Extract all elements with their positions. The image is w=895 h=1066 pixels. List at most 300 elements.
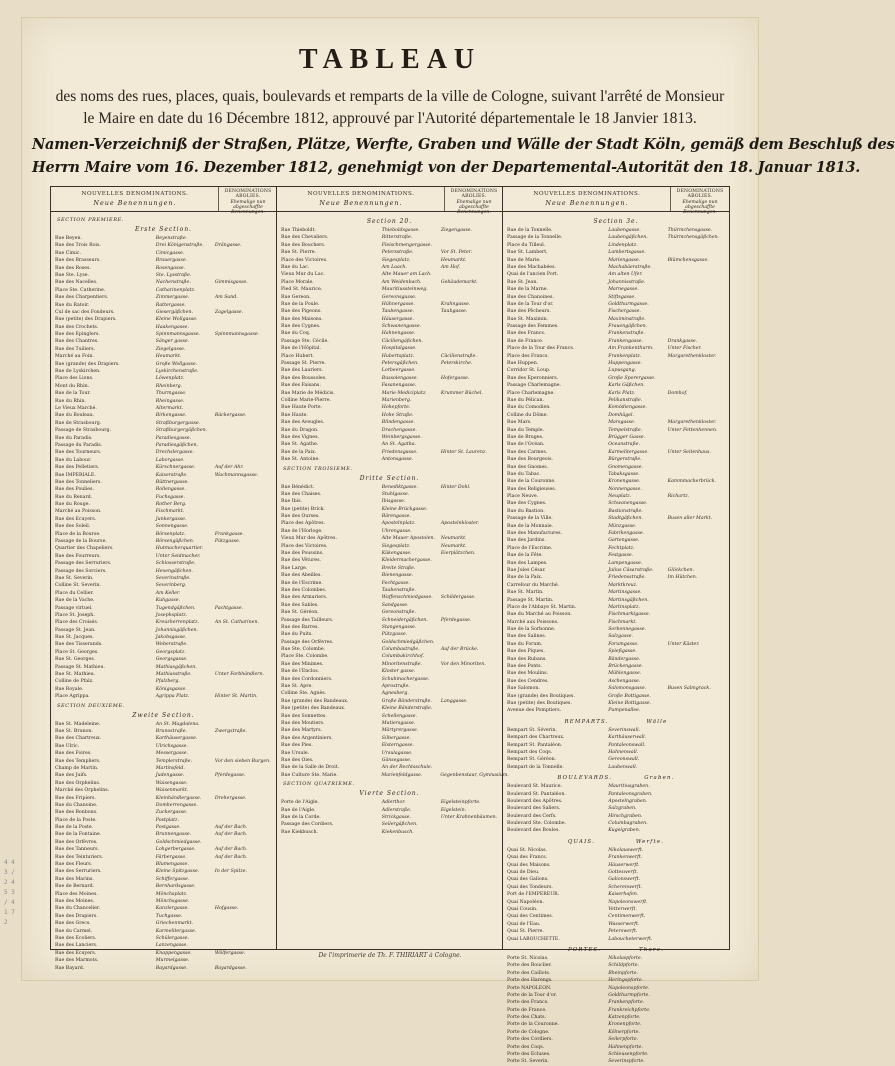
german-name: Beyenstraße. [155,236,188,241]
french-name: Quai des Francs. [507,855,548,861]
german-name: Börsenplatz. [155,531,186,537]
french-name: Porte de France. [507,1007,547,1013]
abolished-name: Frankgasse. [214,531,244,537]
abolished-name [441,713,500,720]
table-row [279,316,500,323]
french-name: Rue des Roses. [55,265,91,271]
table-row [53,678,274,685]
abolished-name [215,765,274,772]
french-name: Rue des Moulins. [507,671,549,677]
table-row [53,664,274,671]
french-name: Rue Huppen. [507,361,539,367]
header-abolished-names-1: DENOMINATIONS ABOLIES. Ehemalige nun abgeschaffte Benennungen. [219,187,277,212]
table-row [53,442,274,449]
french-name: Porte St. Nicolas. [507,955,549,961]
french-name: Rue des Orfèvres. [55,839,98,845]
german-name: Stuhlgasse. [381,491,410,497]
german-name: Judengasse. [155,773,185,779]
table-row [279,821,500,828]
abolished-name [215,368,274,375]
french-name: Rue de Marie. [507,257,541,263]
french-name: Rue des Pelletiers. [55,465,100,471]
abolished-name [215,486,274,493]
table-row [505,992,727,999]
french-name: Rue St. Jean. [507,279,538,285]
table-row [505,227,727,234]
subtitle-french-line-2: le Maire en date du 16 Décembre 1812, approuvé par l'Autorité départementale le 18 Janvier 1813. [83,110,697,127]
french-name: Passage virtuel. [55,605,93,611]
german-name: Büttnergasse. [155,479,189,485]
french-name: Rue des Ecuyers. [55,516,97,522]
french-name: Passage des Orfèvres. [281,639,334,645]
german-name: Fischergasse. [608,309,641,315]
german-name: Kugelgraben. [608,828,641,834]
french-name: Rue du Labour. [55,457,92,463]
french-name: Rue St. Georges. [55,657,96,663]
table-row [53,272,274,279]
german-name: Forumgasse. [608,641,639,647]
table-row [279,587,500,594]
german-name: Schiffergasse. [155,876,190,882]
table-row [279,676,500,683]
french-name: Rue de l'Escrime. [281,580,323,586]
german-name: Aprostraße. [381,684,410,690]
table-row [53,575,274,582]
table-row [53,649,274,656]
french-name: Mont du Rhin. [55,383,90,389]
table-row [505,404,727,411]
french-name: Rue de Lyskirchen. [55,369,101,375]
handwritten-margin-note: 4 43 / 2 4 5 3 / 4 1 7 2 [4,859,15,926]
table-row [505,648,727,655]
abolished-name [215,641,274,648]
german-name: Karmelitergasse. [608,449,649,455]
table-row [505,906,727,913]
german-name: Pantaleonsgraben. [608,791,653,797]
french-name: Place Charlemagne. [507,390,555,396]
table-row [279,602,500,609]
german-name: Rheinpforte. [608,970,638,976]
french-name: Quai de Dieu. [507,870,540,876]
french-name: Rue Bayard. [55,965,85,971]
abolished-name [668,783,727,790]
german-name: Katzenpforte. [608,1015,641,1021]
french-name: Quai des Galions. [507,877,549,883]
french-name: Rue de l'Enclos. [281,669,320,675]
german-name: Frankreichpforte. [608,1007,651,1013]
abolished-name: Busen Salmgrack. [667,686,711,692]
german-name: Napoleonspforte. [608,985,650,991]
table-row [505,530,727,537]
abolished-name [215,316,274,323]
table-row [505,693,727,700]
section-2-rows [53,721,274,972]
french-name: Rue des Rubans. [507,656,547,662]
german-name: Gereonstraße. [381,610,416,616]
german-name: Weinbergsgasse. [381,434,422,440]
table-row [279,513,500,520]
german-name: Kükengasse. [381,551,412,557]
french-name: Rue Salomon. [507,686,540,692]
table-row [53,545,274,552]
abolished-name [441,690,500,697]
table-row [53,420,274,427]
german-name: Fischmarktgasse. [608,612,651,618]
german-name: Schneidergäßchen. [381,617,428,623]
german-name: Schellengasse. [381,713,418,719]
abolished-name [668,999,727,1006]
german-name: Rollengasse. [155,487,186,493]
abolished-name [668,279,727,286]
french-name: Rue des Epinglers. [55,332,100,338]
abolished-name [215,516,274,523]
abolished-name [215,508,274,515]
french-name: Rue des Armuriers. [281,595,328,601]
section-4-rows [279,799,500,836]
table-row [505,500,727,507]
german-name: Postplatz. [155,817,179,823]
abolished-name [215,346,274,353]
french-name: Rue du Rhin. [55,398,86,404]
french-name: Porte des Chats. [507,1015,547,1021]
german-name: Adlerthor. [381,800,406,806]
german-name: Schwanengasse. [608,501,648,507]
french-name: Quai des Centimes. [507,914,554,920]
french-name: Rue des Colombes. [281,587,327,593]
abolished-name [668,404,727,411]
table-row [505,663,727,670]
french-name: Rue des Cygnes. [507,501,547,507]
german-name: Kloster gasse. [381,669,416,675]
abolished-name [441,676,500,683]
header-abolished-names-3: DENOMINATIONS ABOLIES. Ehemalige nun abgeschaffte Benennungen. [671,187,729,212]
french-name: Rue (grande) des Drapiers. [55,361,120,367]
german-name: Münzgasse. [608,523,637,529]
abolished-name [215,612,274,619]
table-row [53,383,274,390]
abolished-name [441,316,500,323]
abolished-name [215,375,274,382]
german-name: Gereonswall. [608,757,640,763]
german-name: Schülergasse. [155,935,190,941]
table-row [505,316,727,323]
abolished-name [215,634,274,641]
french-name: Rue des Fourreurs. [55,553,101,559]
table-row [53,743,274,750]
french-name: Rue des Chevaliers. [281,235,329,241]
german-name: Adlerstraße. [381,807,412,813]
french-name: Rue St. Madeleine. [55,721,101,727]
abolished-name [215,575,274,582]
german-name: Kaiserhafen. [608,892,639,898]
german-name: Festgasse. [608,553,634,559]
table-row [505,891,727,898]
french-name: Pied St. Maurice. [281,287,323,293]
french-name: Rue St. Géréon. [281,610,319,616]
table-row [505,862,727,869]
table-row [279,528,500,535]
abolished-name: Im Hütchen. [667,575,698,581]
german-name: Gartengasse. [608,538,640,544]
table-row [505,1021,727,1028]
table-row [53,686,274,693]
table-row [505,685,727,692]
french-name: Passage Charlemagne. [507,383,562,389]
table-row [53,390,274,397]
german-name: Johannisstraße. [608,279,646,285]
abolished-name [668,560,727,567]
header-new-names-3: NOUVELLES DENOMINATIONS. Neue Benennungen. [503,187,671,212]
french-name: Rue des Vignes. [281,434,319,440]
french-name: Quai de l'Eau. [507,921,541,927]
abolished-name [668,412,727,419]
german-name: Minoritenstraße. [381,661,423,667]
table-row [279,382,500,389]
table-row [279,286,500,293]
german-name: Sandgasse. [381,602,409,608]
table-row [505,854,727,861]
table-row [53,361,274,368]
german-name: Häusergasse. [381,316,414,322]
french-name: Rue de la Monnaie. [507,523,554,529]
table-row [505,611,727,618]
french-name: Rue Haute Porte. [281,405,323,411]
french-name: Rue des Minimes. [281,661,324,667]
abolished-name [668,985,727,992]
table-row [505,633,727,640]
table-row [505,412,727,419]
french-name: Rue Ulric. [55,743,80,749]
table-row [53,405,274,412]
abolished-name [441,513,500,520]
table-row [53,861,274,868]
table-row [53,619,274,626]
abolished-name [668,805,727,812]
abolished-name [668,678,727,685]
table-row [53,316,274,323]
german-name: Am alten Ufer. [608,272,643,278]
abolished-name: Pachtgasse. [214,605,244,611]
french-name: Rue Mars. [507,420,532,426]
french-name: Quai des Maisons. [507,862,551,868]
german-name: Kleinhändlergasse. [155,795,202,801]
table-row [279,456,500,463]
french-name: Boulevard St. Maurice. [507,784,563,790]
german-name: Schuhmachergasse. [381,676,430,682]
abolished-name [215,935,274,942]
abolished-name [668,820,727,827]
german-name: Hahnengasse. [381,331,416,337]
table-row [53,780,274,787]
german-name: Laubenwall. [608,764,638,770]
french-name: Rue des Orphelins. [55,780,101,786]
german-name: Bayardgasse. [155,965,188,971]
table-row [505,928,727,935]
french-name: Place des Moines. [55,891,98,897]
french-name: Rue Kiekbusch. [281,829,318,835]
abolished-name: Unter Krahnenbäumen. [440,814,498,820]
abolished-name [441,720,500,727]
french-name: Porte NAPOLEON. [507,985,552,991]
french-name: Porte des Francs. [507,1000,549,1006]
french-name: Rue Culture Ste. Marie. [281,772,338,778]
french-name: Place des Victoires. [281,543,328,549]
french-name: Rue des Poulies. [55,487,94,493]
table-row [505,847,727,854]
table-row [279,690,500,697]
german-name: Große Bänderstraße. [381,698,432,704]
german-name: Unter Seidmacher. [155,553,201,559]
table-row [505,434,727,441]
table-row [279,764,500,771]
table-row [279,449,500,456]
table-row [505,508,727,515]
table-row [505,678,727,685]
german-name: Lindenplatz. [608,242,638,248]
table-row [53,721,274,728]
table-row [53,375,274,382]
french-name: Vieux Mur du Lac. [281,272,325,278]
french-name: Rue de la Fontaine. [55,832,102,838]
abolished-name [215,920,274,927]
table-row [279,698,500,705]
abolished-name [215,257,274,264]
french-name: Rue des Soleil. [55,524,91,530]
abolished-name: Heumarkt. [440,257,467,263]
german-name: Marienfeldgasse. [381,772,423,778]
german-name: Fasanengasse. [381,383,417,389]
table-row [505,271,727,278]
abolished-name [441,609,500,616]
table-row [505,545,727,552]
table-row [279,301,500,308]
german-name: Straßburgergasse. [155,420,201,426]
german-name: Severinswall. [608,727,641,733]
table-row [505,641,727,648]
abolished-name [441,631,500,638]
german-name: Karls Platz. [608,390,636,396]
table-row [53,508,274,515]
abolished-name [215,590,274,597]
abolished-name [668,847,727,854]
abolished-name: Unter Seitenhaus. [667,449,711,455]
french-name: Rempart de la Tonnelle. [507,764,564,770]
abolished-name [215,338,274,345]
table-row [279,683,500,690]
table-row [505,264,727,271]
french-name: Quai Napoléon. [507,899,544,905]
table-row [53,501,274,508]
german-name: Julius Cäsarstraße. [608,567,654,573]
french-name: Champ de Martin. [55,765,99,771]
german-name: Mariengasse. [608,257,641,263]
column-divider [502,187,503,949]
abolished-name: Vor St. Peter. [440,250,473,256]
abolished-name [215,627,274,634]
header-abolished-names-2: DENOMINATIONS ABOLIES. Ehemalige nun abgeschaffte Benennungen. [445,187,503,212]
french-name: Rue des Bourgeois. [507,457,554,463]
abolished-name [441,565,500,572]
table-row [53,479,274,486]
abolished-name [668,913,727,920]
table-row [279,617,500,624]
table-row [505,827,727,834]
french-name: Rempart des Chartreux. [507,735,565,741]
german-name: Stiftsgasse. [608,294,636,300]
french-name: Rue des Tourneurs. [55,450,102,456]
table-row [53,802,274,809]
german-name: Karthäuserwall. [608,735,647,741]
table-row [53,538,274,545]
abolished-name [441,419,500,426]
header-new-names-1: NOUVELLES DENOMINATIONS. Neue Benennungen. [51,187,219,212]
table-row [279,550,500,557]
german-name: Rosengasse. [155,265,186,271]
german-name: Kleine Bänderstraße. [381,706,433,712]
german-name: Lampengasse. [608,560,643,566]
abolished-name [668,970,727,977]
abolished-name: Margarethenkloster. [667,420,717,426]
german-name: Agnesberg. [381,691,409,697]
table-row [53,590,274,597]
german-name: Haakengasse. [155,324,189,330]
abolished-name [215,265,274,272]
abolished-name [215,817,274,824]
table-row [53,353,274,360]
table-row [505,360,727,367]
german-name: Hexengäßchen. [155,568,193,574]
abolished-name [441,345,500,352]
table-row [505,884,727,891]
french-name: Rue des Eperonniers. [507,375,559,381]
section-1-rows [53,235,274,701]
french-name: Rue des Manufactures. [507,531,563,537]
abolished-name [441,602,500,609]
table-row [505,301,727,308]
german-name: Färbergasse. [155,854,187,860]
french-name: Rue des Argentiniers. [281,735,333,741]
abolished-name [668,1007,727,1014]
german-name: Pelikanstraße. [608,397,643,403]
abolished-name [668,648,727,655]
abolished-name [215,743,274,750]
abolished-name [215,787,274,794]
table-row [53,582,274,589]
german-name: Kuhgasse. [155,598,181,604]
table-row [279,661,500,668]
french-name: Rue Jules César. [507,567,546,573]
french-name: Rue du Ratoir. [55,302,90,308]
german-name: Petersstraße. [381,250,414,256]
abolished-name: Krahngasse. [440,301,471,307]
german-name: Hirschgraben. [608,813,643,819]
table-row [505,375,727,382]
french-name: Passage St. Mathieu. [55,664,105,670]
abolished-name [215,891,274,898]
table-row [53,346,274,353]
table-row [505,899,727,906]
table-row [505,427,727,434]
table-row [53,449,274,456]
french-name: Rue des Boussoles. [281,375,327,381]
french-name: Rue des Pigeons. [281,309,322,315]
german-name: Siegesplatz. [381,543,411,549]
abolished-name [441,498,500,505]
french-name: Rue Ursule. [281,750,310,756]
german-name: Paradiesgasse. [155,435,192,441]
french-name: Passage des Cordiers. [281,822,334,828]
table-row [505,234,727,241]
